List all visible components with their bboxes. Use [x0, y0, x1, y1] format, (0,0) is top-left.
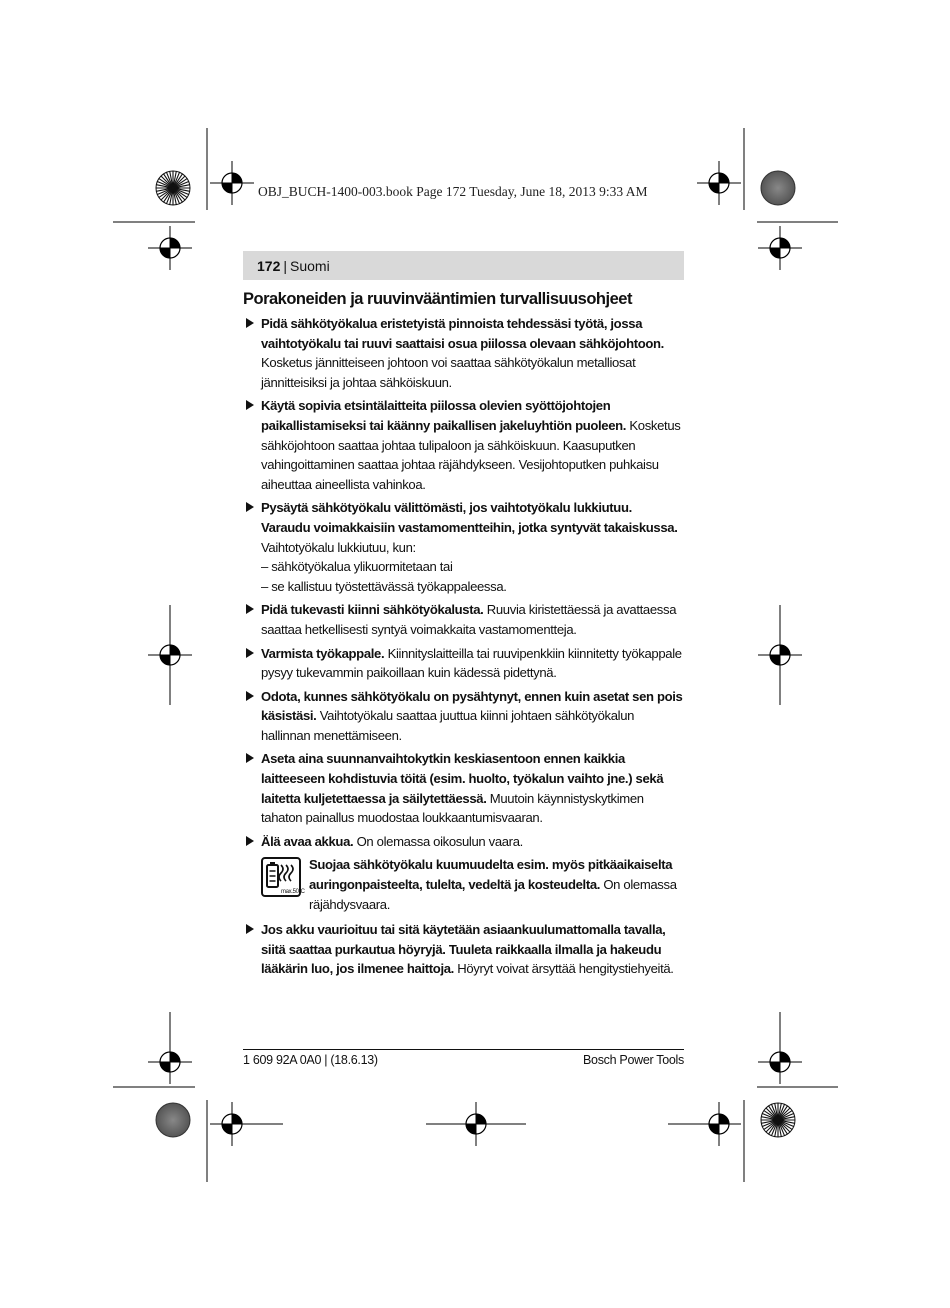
- list-item: [243, 832, 684, 852]
- item-bold-text: Aseta aina suunnanvaihtokytkin keskiasentoon ennen kaikkia laitteeseen kohdistuvia töitä (esim. huolto, työkalun vaihto jne.) sekä laitetta kuljetettaessa ja säilytettäessä.: [261, 751, 664, 806]
- list-item: [243, 920, 684, 979]
- list-item: [243, 644, 684, 683]
- item-bold-text: Älä avaa akkua.: [261, 833, 354, 849]
- bullet-triangle-icon: [246, 648, 254, 658]
- list-item: [243, 396, 684, 494]
- item-text: Muutoin käynnistyskytkimen tahaton painallus muodostaa loukkaantumisvaaran.: [261, 790, 644, 826]
- list-item: [243, 600, 684, 639]
- bullet-triangle-icon: [246, 753, 254, 763]
- item-bold-text: Pysäytä sähkötyökalu välittömästi, jos vaihtotyökalu lukkiutuu. Varaudu voimakkaisiin vastamomentteihin, jotka syntyvät takaiskussa.: [261, 500, 678, 535]
- item-bold-text: Pidä tukevasti kiinni sähkötyökalusta.: [261, 602, 484, 618]
- footer-brand: Bosch Power Tools: [583, 1053, 684, 1067]
- item-text: Kiinnityslaitteilla tai ruuvipenkkiin kiinnitetty työkappale pysyy tukevammin paikoillaan kuin kädessä pidettynä.: [261, 645, 682, 681]
- list-item: [243, 314, 684, 392]
- page-content: [243, 289, 684, 983]
- item-text: Höyryt voivat ärsyttää hengitystiehyeitä.: [453, 961, 674, 977]
- footer-rule: [243, 1049, 684, 1050]
- bullet-triangle-icon: [246, 400, 254, 410]
- dash-item: – sähkötyökalua ylikuormitetaan tai: [261, 559, 453, 575]
- bullet-triangle-icon: [246, 924, 254, 934]
- bullet-triangle-icon: [246, 318, 254, 328]
- battery-heat-icon: [261, 857, 305, 897]
- item-text: Vaihtotyökalu lukkiutuu, kun:: [261, 539, 416, 555]
- list-item: [243, 687, 684, 746]
- item-text: Kosketus sähköjohtoon saattaa johtaa tulipaloon ja sähköiskuun. Kaasuputken vahingoittaminen saattaa johtaa räjähdykseen. Vesijohtoputken puhkaisu aiheuttaa aineellista vahinkoa.: [261, 417, 681, 492]
- warning-bold-text: Suojaa sähkötyökalu kuumuudelta esim. myös pitkäaikaiselta auringonpaisteelta, tulelta, vedeltä ja kosteudelta.: [309, 857, 673, 893]
- item-bold-text: Jos akku vaurioituu tai sitä käytetään asiaankuulumattomalla tavalla, siitä saattaa purkautua höyryjä. Tuuleta raikkaalla ilmalla ja hakeudu lääkärin luo, jos ilmenee haittoja.: [261, 922, 666, 977]
- language-label: Suomi: [290, 257, 330, 274]
- item-bold-text: Pidä sähkötyökalua eristetyistä pinnoista tehdessäsi työtä, jossa vaihtotyökalu tai ruuvi saattaisi osua piilossa olevaan sähköjohtoon.: [261, 316, 664, 351]
- page-number: 172: [257, 257, 281, 274]
- page-header: [243, 251, 684, 280]
- item-text: Kosketus jännitteiseen johtoon voi saattaa sähkötyökalun metalliosat jännitteisiksi ja johtaa sähköiskuun.: [261, 355, 636, 390]
- section-heading: Porakoneiden ja ruuvinvääntimien turvallisuusohjeet: [243, 290, 632, 308]
- print-slug: OBJ_BUCH-1400-003.book Page 172 Tuesday, June 18, 2013 9:33 AM: [258, 184, 648, 199]
- item-text: Vaihtotyökalu saattaa juuttua kiinni johtaen sähkötyökalun hallinnan menettämiseen.: [261, 708, 635, 743]
- svg-text:max.50°C: max.50°C: [281, 889, 305, 896]
- item-text: Ruuvia kiristettäessä ja avattaessa saattaa hetkellisesti syntyä voimakkaita vastamomentteja.: [261, 602, 677, 637]
- item-bold-text: Varmista työkappale.: [261, 645, 385, 661]
- item-bold-text: Käytä sopivia etsintälaitteita piilossa olevien syöttöjohtojen paikallistamiseksi tai käänny paikallisen jakeluyhtiön puoleen.: [261, 398, 627, 433]
- header-separator: |: [283, 257, 287, 274]
- footer-document-number: 1 609 92A 0A0 | (18.6.13): [243, 1053, 378, 1067]
- item-bold-text: Odota, kunnes sähkötyökalu on pysähtynyt, ennen kuin asetat sen pois käsistäsi.: [261, 688, 683, 724]
- bullet-triangle-icon: [246, 836, 254, 846]
- bullet-triangle-icon: [246, 691, 254, 701]
- list-item: [243, 498, 684, 596]
- bullet-triangle-icon: [246, 604, 254, 614]
- dash-item: – se kallistuu työstettävässä työkappaleessa.: [261, 578, 507, 594]
- heat-warning: [243, 855, 684, 914]
- item-text: On olemassa oikosulun vaara.: [353, 833, 523, 849]
- bullet-triangle-icon: [246, 502, 254, 512]
- warning-text: On olemassa räjähdysvaara.: [309, 877, 677, 912]
- list-item: [243, 749, 684, 827]
